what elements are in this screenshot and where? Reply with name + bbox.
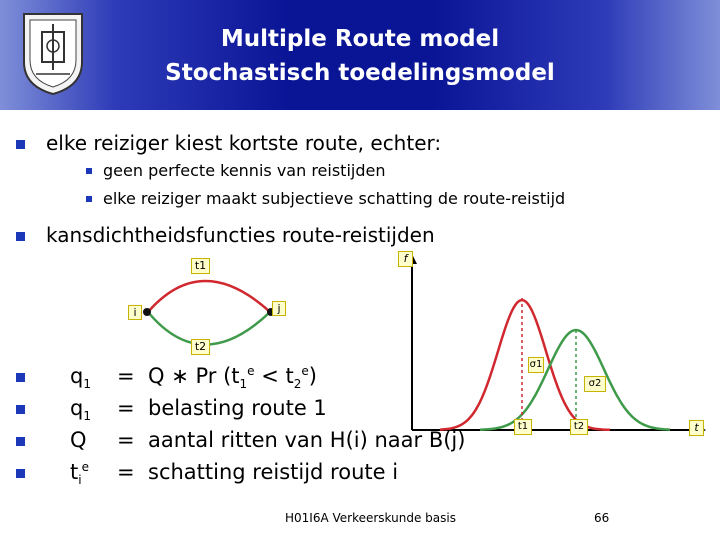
equals-sign: = <box>117 460 135 484</box>
sigma-2-label: σ2 <box>584 376 606 392</box>
density-curve-route-2 <box>480 330 670 430</box>
definition-symbol: Q <box>70 428 87 452</box>
origin-node <box>143 308 151 316</box>
definition-formula: Q ∗ Pr $(t_1^e < t_2^e)$ <box>148 364 317 392</box>
definition-text: aantal ritten van H(i) naar B(j) <box>148 428 466 452</box>
route-2-label: t2 <box>191 339 210 355</box>
y-axis-label: f <box>398 251 413 267</box>
definition-text: belasting route 1 <box>148 396 327 420</box>
page-number: 66 <box>594 511 610 525</box>
sub-bullet-text: elke reiziger maakt subjectieve schatting de route-reistijd <box>103 189 566 208</box>
slide-subtitle: Stochastisch toedelingsmodel <box>165 60 555 86</box>
bullet-marker <box>16 232 25 241</box>
slide-header <box>0 0 720 110</box>
density-graph <box>400 250 710 440</box>
mean-1-label: t1 <box>514 419 532 435</box>
route-1-arc <box>148 281 270 312</box>
definition-symbol: $q_1$ <box>70 364 91 392</box>
sub-bullet-marker <box>86 196 92 202</box>
university-seal-icon <box>18 10 88 96</box>
bullet-text: elke reiziger kiest kortste route, echter: <box>46 131 442 155</box>
node-j-label: j <box>272 301 286 316</box>
bullet-text: kansdichtheidsfuncties route-reistijden <box>46 223 435 247</box>
sub-bullet-marker <box>86 168 92 174</box>
node-i-label: i <box>128 305 142 320</box>
equals-sign: = <box>117 428 135 452</box>
equals-sign: = <box>117 364 135 388</box>
sigma-1-label: σ1 <box>528 357 544 373</box>
bullet-marker <box>16 140 25 149</box>
slide-title: Multiple Route model <box>220 26 500 52</box>
footer-course: H01I6A Verkeerskunde basis <box>285 511 456 525</box>
bullet-marker <box>16 437 25 446</box>
route-1-label: t1 <box>191 258 210 274</box>
x-axis-label: t <box>689 420 704 436</box>
mean-2-label: t2 <box>570 419 588 435</box>
definition-symbol: $t_i^e$ <box>70 460 89 488</box>
bullet-marker <box>16 405 25 414</box>
bullet-marker <box>16 373 25 382</box>
definition-symbol: $q_1$ <box>70 396 91 424</box>
equals-sign: = <box>117 396 135 420</box>
bullet-marker <box>16 469 25 478</box>
sub-bullet-text: geen perfecte kennis van reistijden <box>103 161 386 180</box>
definition-text: schatting reistijd route i <box>148 460 399 484</box>
